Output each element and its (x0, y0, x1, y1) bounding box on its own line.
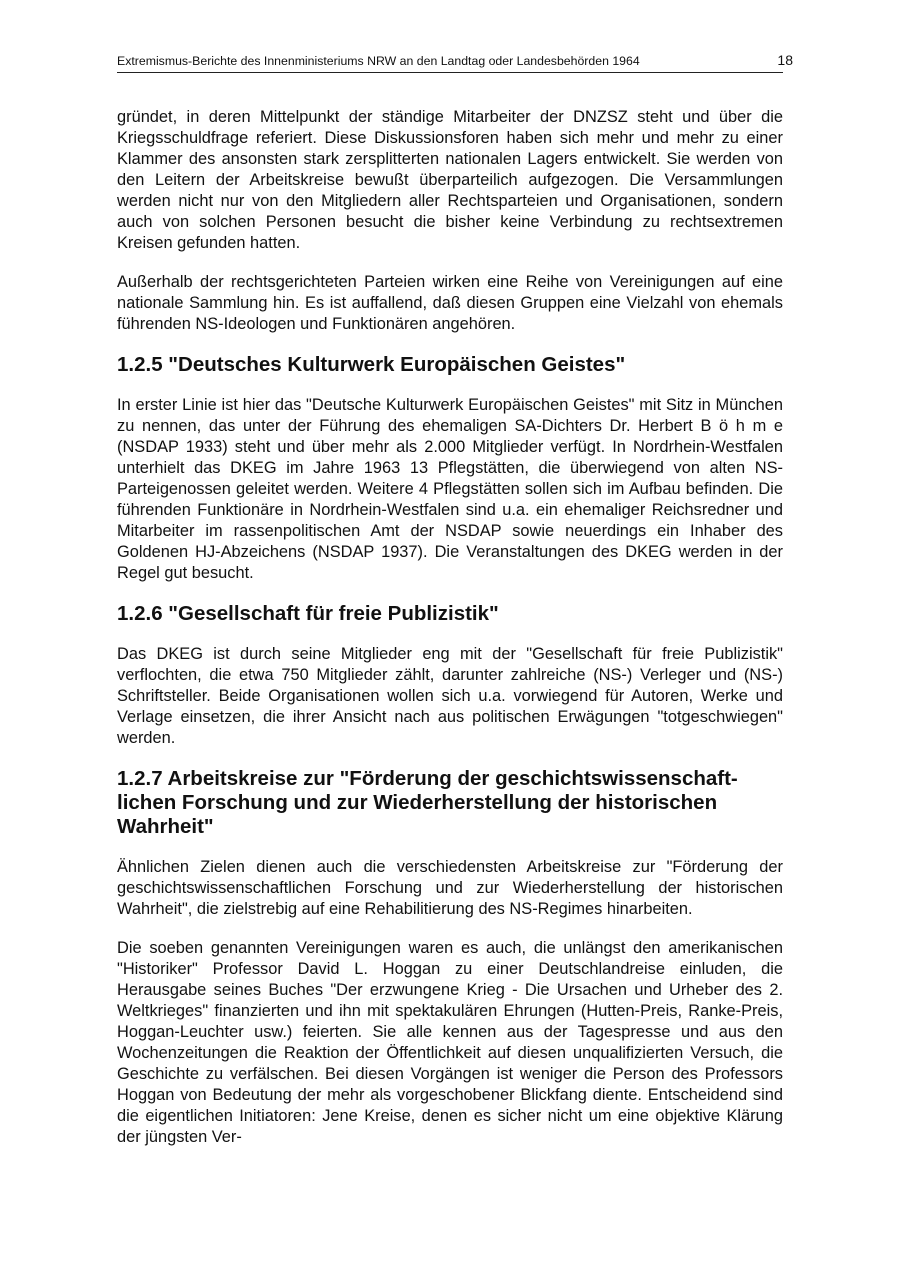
paragraph-4: Das DKEG ist durch seine Mitglieder eng mit der "Gesellschaft für freie Publizistik" verflochten, die etwa 750 Mitglieder zählt, darunter zahlreiche (NS-) Verleger und (NS-) Schriftsteller. Beide Organisationen wollen sich u.a. vorwiegend für Autoren, Werke und Verlage einsetzen, die ihrer Ansicht nach aus politischen Erwägungen "totgeschwiegen" werden. (117, 645, 783, 747)
paragraph-1: gründet, in deren Mittelpunkt der ständige Mitarbeiter der DNZSZ steht und über die Kriegsschuldfrage referiert. Diese Diskussionsforen haben sich mehr und mehr zu einer Klammer des ansonsten stark zersplitterten nationalen Lagers entwickelt. Sie werden von den Leitern der Arbeitskreise bewußt überparteilich aufgezogen. Die Versammlungen werden nicht nur von den Mitgliedern aller Rechtsparteien und Organisationen, sondern auch von solchen Personen besucht die bisher keine Verbindung zu rechtsextremen Kreisen gefunden hatten. (117, 108, 783, 252)
paragraph-6: Die soeben genannten Vereinigungen waren es auch, die unlängst den amerikanischen "Historiker" Professor David L. Hoggan zu einer Deutschlandreise einluden, die Herausgabe seines Buches "Der erzwungene Krieg - Die Ursachen und Urheber des 2. Weltkrieges" finanzierten und ihn mit spektakulären Ehrungen (Hutten-Preis, Ranke-Preis, Hoggan-Leuchter usw.) feierten. Sie alle kennen aus der Tagespresse und aus den Wochenzeitungen die Reaktion der Öffentlichkeit auf diesen unqualifizierten Versuch, die Geschichte zu verfälschen. Bei diesen Vorgängen ist weniger die Person des Professors Hoggan von Bedeutung der mehr als vorgeschobener Blickfang diente. Entscheidend sind die eigentlichen Initiatoren: Jene Kreise, denen es sicher nicht um eine objektive Klärung der jüngsten Ver- (117, 939, 783, 1146)
section-heading-1-2-5: 1.2.5 "Deutsches Kulturwerk Europäischen Geistes" (117, 353, 626, 376)
document-body (117, 107, 783, 1166)
page-number: 18 (777, 52, 793, 68)
header-title: Extremismus-Berichte des Innenministeriums NRW an den Landtag oder Landesbehörden 1964 (117, 54, 640, 68)
paragraph-3: In erster Linie ist hier das "Deutsche Kulturwerk Europäischen Geistes" mit Sitz in München zu nennen, das unter der Führung des ehemaligen SA-Dichters Dr. Herbert B ö h m e (NSDAP 1933) steht und über mehr als 2.000 Mitglieder verfügt. In Nordrhein-Westfalen unterhielt das DKEG im Jahre 1963 13 Pflegstätten, die überwiegend von alten NS-Parteigenossen geleitet werden. Weitere 4 Pflegstätten sollen sich im Aufbau befinden. Die führenden Funktionäre in Nordrhein-Westfalen sind u.a. ein ehemaliger Reichsredner und Mitarbeiter im rassenpolitischen Amt der NSDAP sowie neuerdings ein Inhaber des Goldenen HJ-Abzeichens (NSDAP 1937). Die Veranstaltungen des DKEG werden in der Regel gut besucht. (117, 396, 783, 582)
paragraph-5: Ähnlichen Zielen dienen auch die verschiedensten Arbeitskreise zur "Förderung der geschichtswissenschaftlichen Forschung und zur Wiederherstellung der historischen Wahrheit", die zielstrebig auf eine Rehabilitierung des NS-Regimes hinarbeiten. (117, 858, 783, 918)
page-header (117, 52, 793, 73)
section-heading-1-2-7: 1.2.7 Arbeitskreise zur "Förderung der geschichtswissenschaftlichen Forschung und zur Wiederherstellung der historischen Wahrheit" (117, 767, 738, 838)
paragraph-2: Außerhalb der rechtsgerichteten Parteien wirken eine Reihe von Vereinigungen auf eine nationale Sammlung hin. Es ist auffallend, daß diesen Gruppen eine Vielzahl von ehemals führenden NS-Ideologen und Funktionären angehören. (117, 273, 783, 333)
section-heading-1-2-6: 1.2.6 "Gesellschaft für freie Publizistik" (117, 602, 499, 625)
